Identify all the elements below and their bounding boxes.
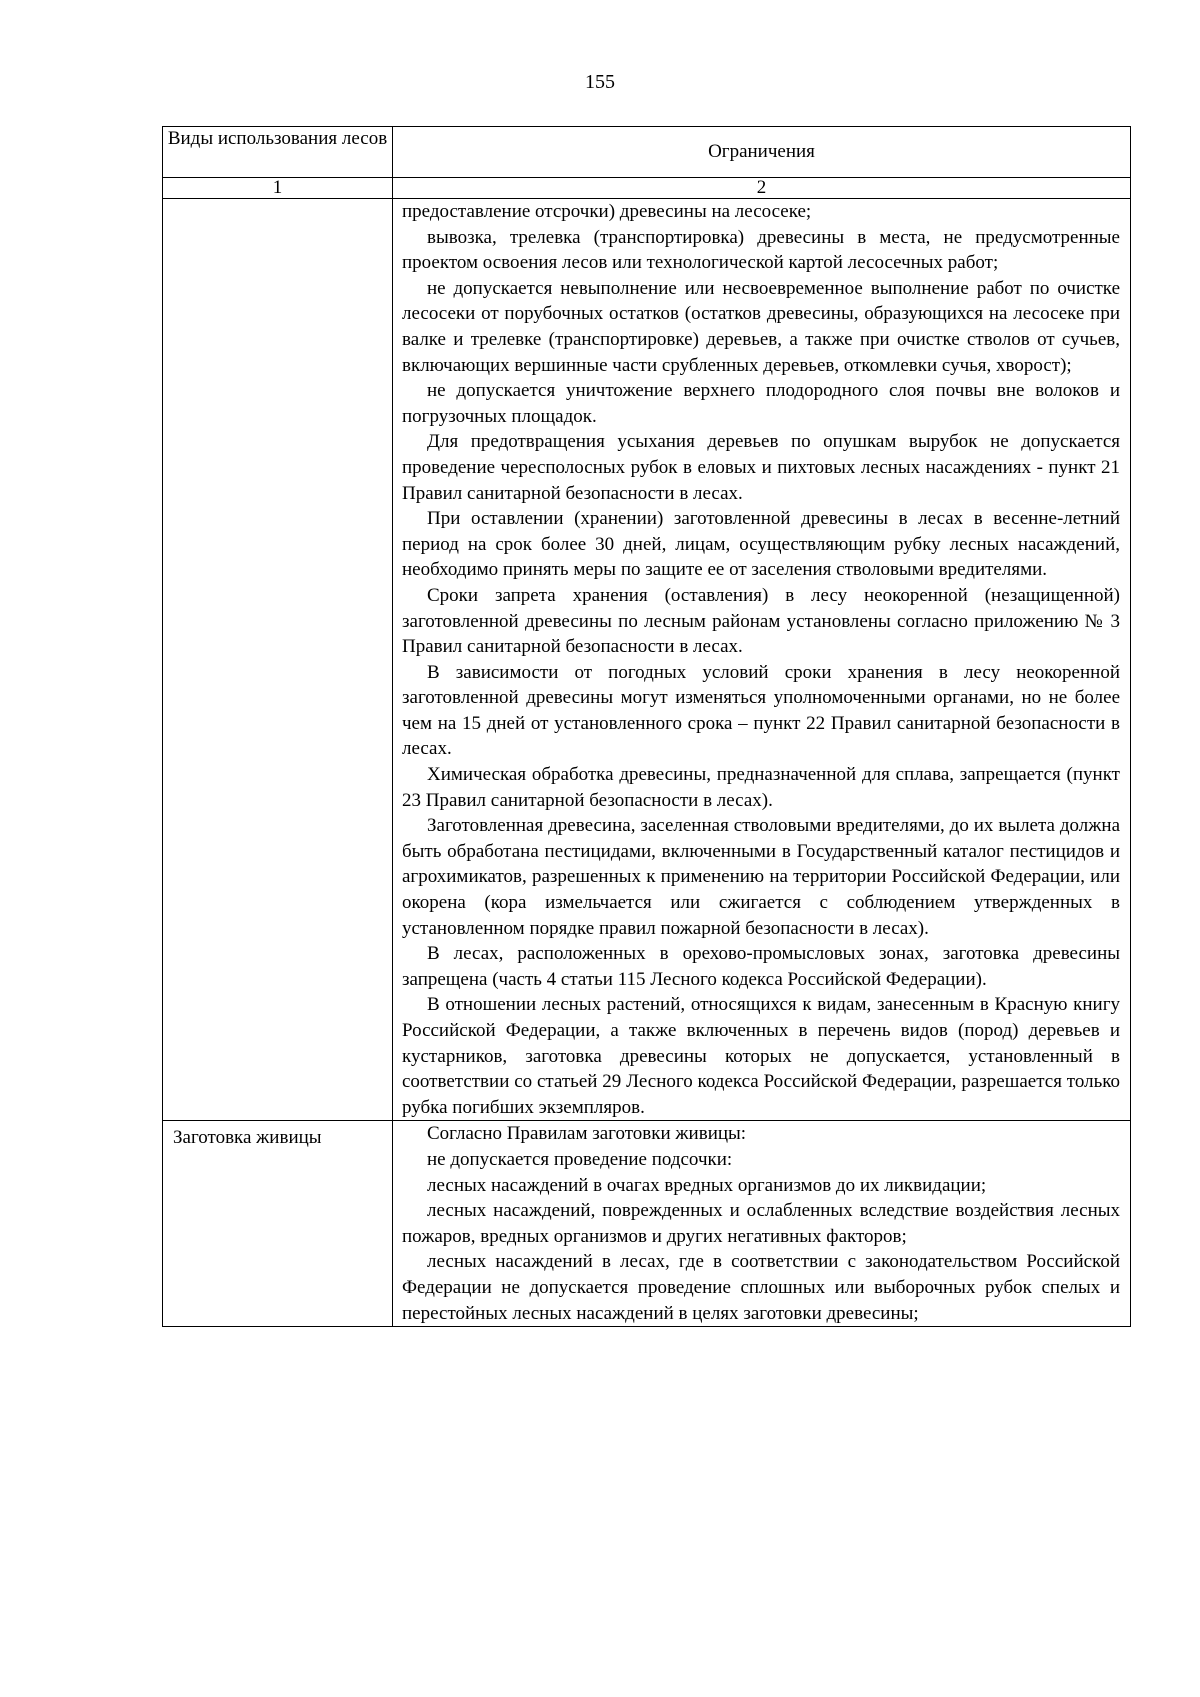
paragraph: Заготовленная древесина, заселенная стволовыми вредителями, до их вылета должна быть обработана пестицидами, включенными в Государственный каталог пестицидов и агрохимикатов, разрешенных к применению на территории Российской Федерации, или окорена (кора измельчается или сжигается с соблюдением утвержденных в установленном порядке правил пожарной безопасности в лесах). <box>402 815 1120 939</box>
paragraph: лесных насаждений, поврежденных и ослабленных вследствие воздействия лесных пожаров, вредных организмов и других негативных факторов; <box>402 1200 1120 1247</box>
paragraph: В лесах, расположенных в орехово-промысловых зонах, заготовка древесины запрещена (часть 4 статьи 115 Лесного кодекса Российской Федерации). <box>402 943 1120 990</box>
paragraph: не допускается проведение подсочки: <box>427 1148 733 1170</box>
paragraph: Для предотвращения усыхания деревьев по опушкам вырубок не допускается проведение чересполосных рубок в еловых и пихтовых лесных насаждениях - пункт 21 Правил санитарной безопасности в лесах. <box>402 431 1120 504</box>
column-number-row <box>163 178 1131 199</box>
column-number-1: 1 <box>163 178 393 199</box>
paragraph: Согласно Правилам заготовки живицы: <box>427 1123 747 1145</box>
page-number: 155 <box>585 71 615 93</box>
restrictions-text <box>393 1121 1131 1327</box>
table-header-row <box>163 127 1131 178</box>
table-row <box>163 1121 1131 1327</box>
paragraph: При оставлении (хранении) заготовленной древесины в лесах в весенне-летний период на срок более 30 дней, лицам, осуществляющим рубку лесных насаждений, необходимо принять меры по защите ее от заселения стволовыми вредителями. <box>402 508 1120 581</box>
paragraph: не допускается уничтожение верхнего плодородного слоя почвы вне волоков и погрузочных площадок. <box>402 380 1120 427</box>
paragraph: лесных насаждений в лесах, где в соответствии с законодательством Российской Федерации не допускается проведение сплошных или выборочных рубок спелых и перестойных лесных насаждений в целях заготовки древесины; <box>402 1251 1120 1324</box>
paragraph: предоставление отсрочки) древесины на лесосеке; <box>402 201 812 222</box>
restrictions-table <box>162 126 1131 1327</box>
paragraph: вывозка, трелевка (транспортировка) древесины в места, не предусмотренные проектом освоения лесов или технологической картой лесосечных работ; <box>402 226 1120 274</box>
header-forest-use-types: Виды использования лесов <box>163 127 393 178</box>
forest-use-kind: Заготовка живицы <box>163 1121 393 1327</box>
paragraph: В зависимости от погодных условий сроки хранения в лесу неокоренной заготовленной древесины могут изменяться уполномоченными органами, но не более чем на 15 дней от установленного срока – пункт 22 Правил санитарной безопасности в лесах. <box>402 661 1120 760</box>
forest-use-kind <box>163 199 393 1121</box>
header-restrictions: Ограничения <box>393 127 1131 178</box>
paragraph: не допускается невыполнение или несвоевременное выполнение работ по очистке лесосеки от порубочных остатков (остатков древесины, образующихся на лесосеке при валке и трелевке (транспортировке) деревьев, а также при очистке стволов от сучьев, включающих вершинные части срубленных деревьев, откомлевки сучья, хворост); <box>402 277 1120 376</box>
paragraph: лесных насаждений в очагах вредных организмов до их ликвидации; <box>427 1174 987 1196</box>
restrictions-text <box>393 199 1131 1121</box>
paragraph: Сроки запрета хранения (оставления) в лесу неокоренной (незащищенной) заготовленной древесины по лесным районам установлены согласно приложению № 3 Правил санитарной безопасности в лесах. <box>402 584 1120 658</box>
column-number-2: 2 <box>393 178 1131 199</box>
table-row <box>163 199 1131 1121</box>
paragraph: В отношении лесных растений, относящихся к видам, занесенным в Красную книгу Российской Федерации, а также включенных в перечень видов (пород) деревьев и кустарников, заготовка древесины которых не допускается, установленный в соответствии со статьей 29 Лесного кодекса Российской Федерации, разрешается только рубка погибших экземпляров. <box>402 994 1120 1118</box>
paragraph: Химическая обработка древесины, предназначенной для сплава, запрещается (пункт 23 Правил санитарной безопасности в лесах). <box>402 764 1120 811</box>
